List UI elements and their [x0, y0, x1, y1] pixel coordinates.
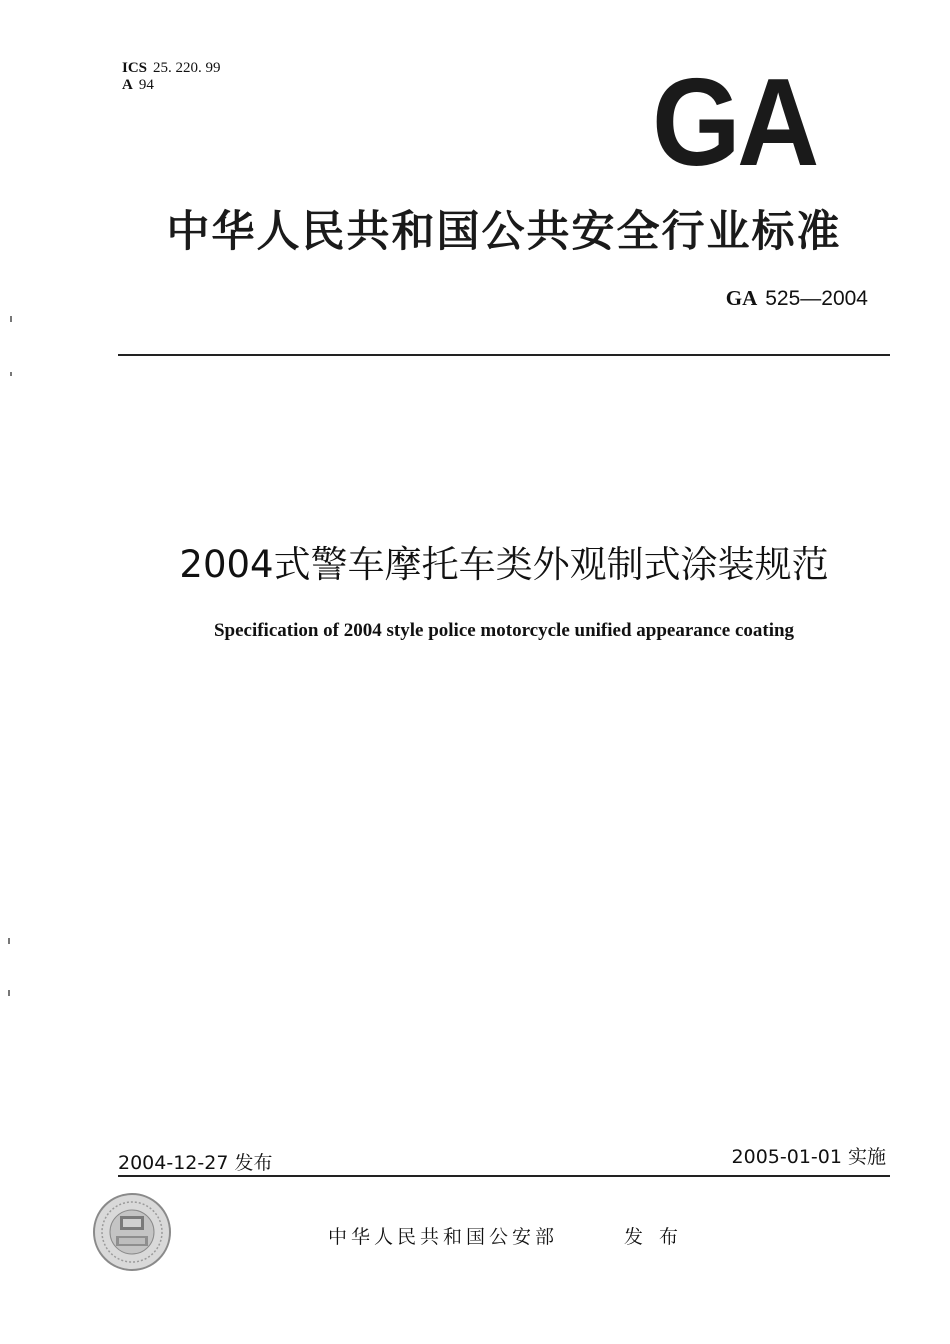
scan-mark — [10, 316, 12, 322]
implementation-date: 2005-01-01 实施 — [731, 1146, 886, 1168]
anti-counterfeit-seal-icon — [92, 1192, 172, 1272]
issuing-verb: 发布 — [624, 1226, 695, 1248]
standard-number-prefix: GA — [725, 286, 758, 310]
header-divider — [118, 354, 890, 356]
scan-mark — [8, 938, 10, 944]
scan-mark — [8, 990, 10, 996]
ga-logo: GA — [652, 74, 816, 172]
scan-mark — [10, 372, 12, 376]
ics-label: ICS — [122, 60, 148, 76]
ccs-label: A — [122, 77, 133, 93]
ccs-code — [122, 77, 154, 94]
issuing-authority: 中华人民共和国公安部 — [328, 1226, 559, 1248]
document-title-cn: 2004式警车摩托车类外观制式涂装规范 — [179, 543, 829, 586]
ics-code — [122, 60, 221, 77]
standard-number — [726, 286, 868, 311]
document-title-en: Specification of 2004 style police motorcycle unified appearance coating — [213, 620, 795, 641]
issue-date: 2004-12-27 发布 — [118, 1152, 273, 1174]
standard-number-value: 525—2004 — [765, 287, 868, 310]
ccs-value: 94 — [138, 77, 154, 93]
standard-name: 中华人民共和国公共安全行业标准 — [166, 207, 842, 257]
ics-value: 25. 220. 99 — [153, 60, 221, 76]
footer-divider — [118, 1175, 890, 1177]
